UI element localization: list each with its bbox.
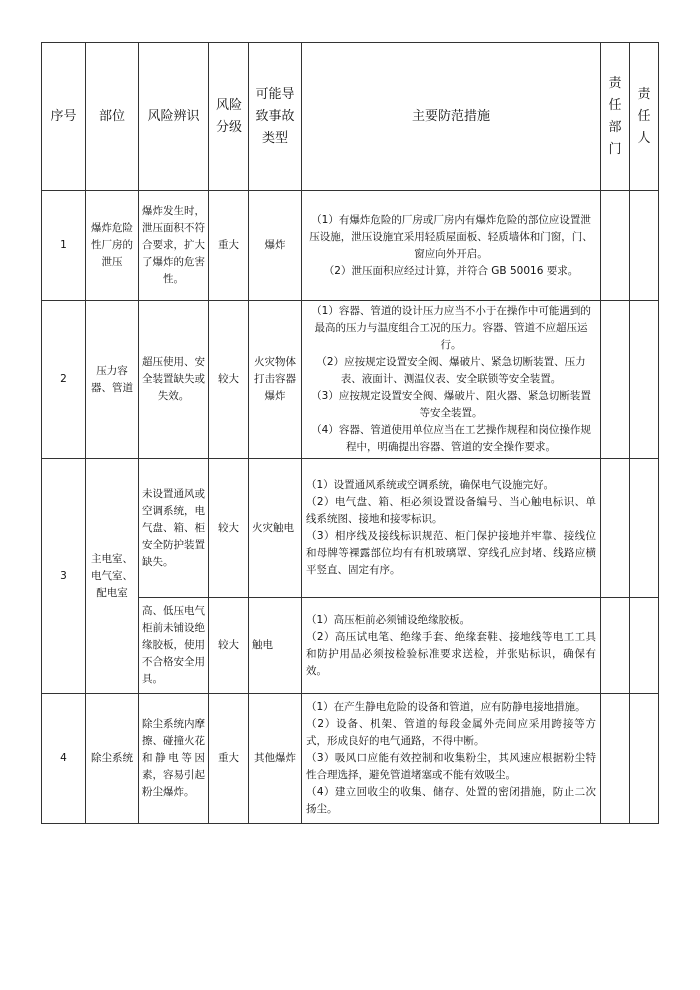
row-risk: 超压使用、安全装置缺失或失效。 xyxy=(139,301,209,459)
row-accident: 其他爆炸 xyxy=(249,694,302,824)
measure-item: （4）容器、管道使用单位应当在工艺操作规程和岗位操作规程中，明确提出容器、管道的安全操作要求。 xyxy=(311,424,591,453)
header-person: 责任人 xyxy=(630,43,659,191)
risk-control-table xyxy=(41,42,659,824)
row-person xyxy=(630,191,659,301)
table-row xyxy=(42,191,659,301)
row-accident: 火灾物体打击容器爆炸 xyxy=(249,301,302,459)
row-person xyxy=(630,598,659,694)
row-department xyxy=(601,598,630,694)
row-risk: 除尘系统内摩擦、碰撞火花和静电等因素，容易引起粉尘爆炸。 xyxy=(139,694,209,824)
row-measures xyxy=(302,694,601,824)
header-department: 责任部门 xyxy=(601,43,630,191)
measure-item: （1）有爆炸危险的厂房或厂房内有爆炸危险的部位应设置泄压设施，泄压设施宜采用轻质屋面板、轻质墙体和门窗，门、窗应向外开启。 xyxy=(309,213,593,260)
row-level: 重大 xyxy=(209,694,249,824)
row-measures xyxy=(302,301,601,459)
header-risk-identification: 风险辨识 xyxy=(139,43,209,191)
measure-item: （2）高压试电笔、绝缘手套、绝缘套鞋、接地线等电工工具和防护用品必须按检验标准要求送检，并张贴标识，确保有效。 xyxy=(306,630,596,677)
row-index: 4 xyxy=(42,694,86,824)
row-department xyxy=(601,191,630,301)
row-person xyxy=(630,301,659,459)
row-accident: 爆炸 xyxy=(249,191,302,301)
row-risk: 爆炸发生时，泄压面积不符合要求，扩大了爆炸的危害性。 xyxy=(139,191,209,301)
measure-item: （2）电气盘、箱、柜必须设置设备编号、当心触电标识、单线系统图、接地和接零标识。 xyxy=(306,496,596,525)
measure-item: （1）在产生静电危险的设备和管道，应有防静电接地措施。 xyxy=(306,701,586,713)
row-location: 爆炸危险性厂房的泄压 xyxy=(86,191,139,301)
row-measures xyxy=(302,598,601,694)
row-index: 3 xyxy=(42,459,86,694)
row-accident: 触电 xyxy=(249,598,302,694)
row-department xyxy=(601,694,630,824)
table-row xyxy=(42,694,659,824)
header-location: 部位 xyxy=(86,43,139,191)
header-measures: 主要防范措施 xyxy=(302,43,601,191)
row-location: 除尘系统 xyxy=(86,694,139,824)
row-person xyxy=(630,694,659,824)
measure-item: （2）设备、机架、管道的每段金属外壳间应采用跨接等方式，形成良好的电气通路，不得中断。 xyxy=(306,718,596,747)
header-accident-type: 可能导致事故类型 xyxy=(249,43,302,191)
row-risk: 高、低压电气柜前未铺设绝缘胶板，使用不合格安全用具。 xyxy=(139,598,209,694)
table-row xyxy=(42,459,659,598)
measure-item: （3）应按规定设置安全阀、爆破片、阻火器、紧急切断装置等安全装置。 xyxy=(311,390,591,419)
table-row xyxy=(42,301,659,459)
measure-item: （3）相序线及接线标识规范、柜门保护接地并牢靠、接线位和母牌等裸露部位均有有机玻璃罩、穿线孔应封堵、线路应横平竖直、固定有序。 xyxy=(306,530,596,576)
measure-item: （1）设置通风系统或空调系统，确保电气设施完好。 xyxy=(306,479,555,491)
header-index: 序号 xyxy=(42,43,86,191)
row-index: 2 xyxy=(42,301,86,459)
measure-item: （2）应按规定设置安全阀、爆破片、紧急切断装置、压力表、液面计、测温仪表、安全联锁等安全装置。 xyxy=(316,356,586,385)
row-level: 较大 xyxy=(209,598,249,694)
row-department xyxy=(601,301,630,459)
row-measures xyxy=(302,191,601,301)
row-location: 压力容器、管道 xyxy=(86,301,139,459)
measure-item: （1）高压柜前必须铺设绝缘胶板。 xyxy=(306,613,471,626)
measure-item: （3）吸风口应能有效控制和收集粉尘，其风速应根据粉尘特性合理选择，避免管道堵塞或不能有效吸尘。 xyxy=(306,752,596,781)
row-level: 较大 xyxy=(209,459,249,598)
row-accident: 火灾触电 xyxy=(249,459,302,598)
header-risk-level: 风险分级 xyxy=(209,43,249,191)
row-measures xyxy=(302,459,601,598)
row-risk: 未设置通风或空调系统，电气盘、箱、柜安全防护装置缺失。 xyxy=(139,459,209,598)
row-level: 较大 xyxy=(209,301,249,459)
measure-item: （1）容器、管道的设计压力应当不小于在操作中可能遇到的最高的压力与温度组合工况的压力。容器、管道不应超压运行。 xyxy=(311,305,591,351)
row-index: 1 xyxy=(42,191,86,301)
row-department xyxy=(601,459,630,598)
row-person xyxy=(630,459,659,598)
row-location: 主电室、电气室、配电室 xyxy=(86,459,139,694)
measure-item: （2）泄压面积应经过计算，并符合 GB 50016 要求。 xyxy=(323,264,579,277)
measure-item: （4）建立回收尘的收集、储存、处置的密闭措施，防止二次扬尘。 xyxy=(306,786,596,815)
row-level: 重大 xyxy=(209,191,249,301)
